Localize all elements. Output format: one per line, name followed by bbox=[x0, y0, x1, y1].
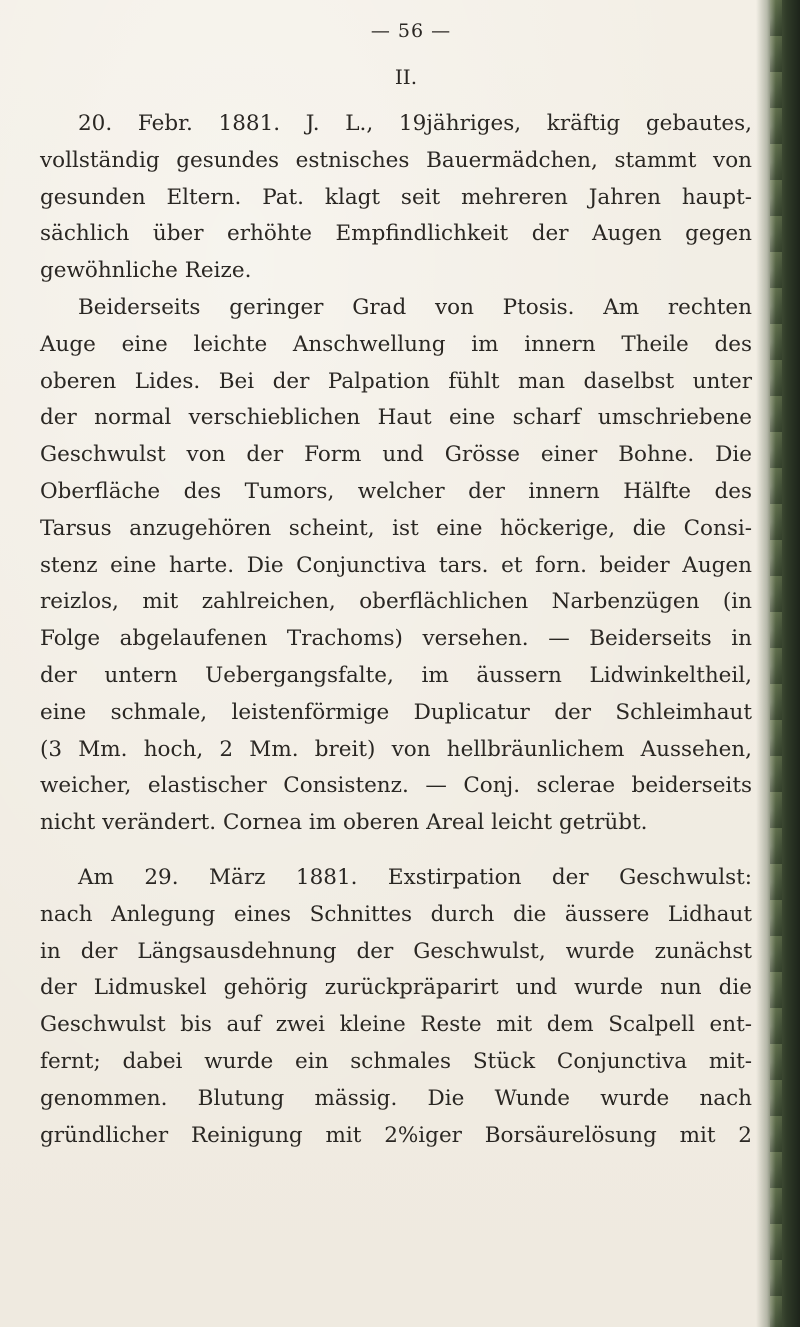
text-line: der Lidmuskel gehörig zurückpräparirt und wurde nun die bbox=[40, 975, 752, 1001]
text-line: gesunden Eltern. Pat. klagt seit mehreren Jahren haupt- bbox=[40, 184, 752, 210]
paragraph-gap bbox=[40, 842, 752, 860]
text-line: vollständig gesundes estnisches Bauermädchen, stammt von bbox=[40, 147, 752, 173]
text-line: Auge eine leichte Anschwellung im innern Theile des bbox=[40, 331, 752, 357]
text-line: gewöhnliche Reize. bbox=[40, 258, 252, 284]
text-line: der normal verschieblichen Haut eine scharf umschriebene bbox=[40, 405, 752, 431]
text-line: stenz eine harte. Die Conjunctiva tars. et forn. beider Augen bbox=[40, 552, 752, 578]
text-line: Oberfläche des Tumors, welcher der innern Hälfte des bbox=[40, 478, 752, 504]
text-line: Tarsus anzugehören scheint, ist eine höckerige, die Consi- bbox=[40, 515, 752, 541]
text-line: (3 Mm. hoch, 2 Mm. breit) von hellbräunlichem Aussehen, bbox=[40, 736, 752, 762]
text-line: Folge abgelaufenen Trachoms) versehen. — Beiderseits in bbox=[40, 626, 752, 652]
paragraph-1 bbox=[40, 106, 752, 290]
text-line: der untern Uebergangsfalte, im äussern Lidwinkeltheil, bbox=[40, 662, 752, 688]
text-line: reizlos, mit zahlreichen, oberflächlichen Narbenzügen (in bbox=[40, 589, 752, 615]
text-line: fernt; dabei wurde ein schmales Stück Conjunctiva mit- bbox=[40, 1048, 752, 1074]
page-number: — 56 — bbox=[370, 20, 452, 42]
text-line: gründlicher Reinigung mit 2%iger Borsäurelösung mit 2 bbox=[40, 1122, 752, 1148]
text-line: in der Längsausdehnung der Geschwulst, wurde zunächst bbox=[40, 938, 752, 964]
text-line: 20. Febr. 1881. J. L., 19jähriges, kräftig gebautes, bbox=[78, 111, 752, 136]
text-line: genommen. Blutung mässig. Die Wunde wurde nach bbox=[40, 1085, 752, 1111]
text-line: oberen Lides. Bei der Palpation fühlt man daselbst unter bbox=[40, 368, 752, 394]
text-line: Geschwulst bis auf zwei kleine Reste mit dem Scalpell ent- bbox=[40, 1012, 752, 1038]
paragraph-2 bbox=[40, 290, 752, 842]
text-line: Geschwulst von der Form und Grösse einer Bohne. Die bbox=[40, 442, 752, 468]
section-heading: II. bbox=[394, 65, 418, 89]
book-binding-edge bbox=[756, 0, 800, 1327]
text-line: nach Anlegung eines Schnittes durch die äussere Lidhaut bbox=[40, 901, 752, 927]
text-line: Beiderseits geringer Grad von Ptosis. Am rechten bbox=[78, 294, 752, 320]
text-line: Am 29. März 1881. Exstirpation der Geschwulst: bbox=[78, 864, 752, 890]
paragraph-3 bbox=[40, 860, 752, 1154]
text-line: nicht verändert. Cornea im oberen Areal leicht getrübt. bbox=[40, 810, 648, 836]
text-line: sächlich über erhöhte Empfindlichkeit der Augen gegen bbox=[40, 221, 752, 247]
text-line: weicher, elastischer Consistenz. — Conj. sclerae beiderseits bbox=[40, 773, 752, 799]
text-line: eine schmale, leistenförmige Duplicatur der Schleimhaut bbox=[40, 699, 752, 725]
text-column bbox=[40, 18, 752, 1154]
